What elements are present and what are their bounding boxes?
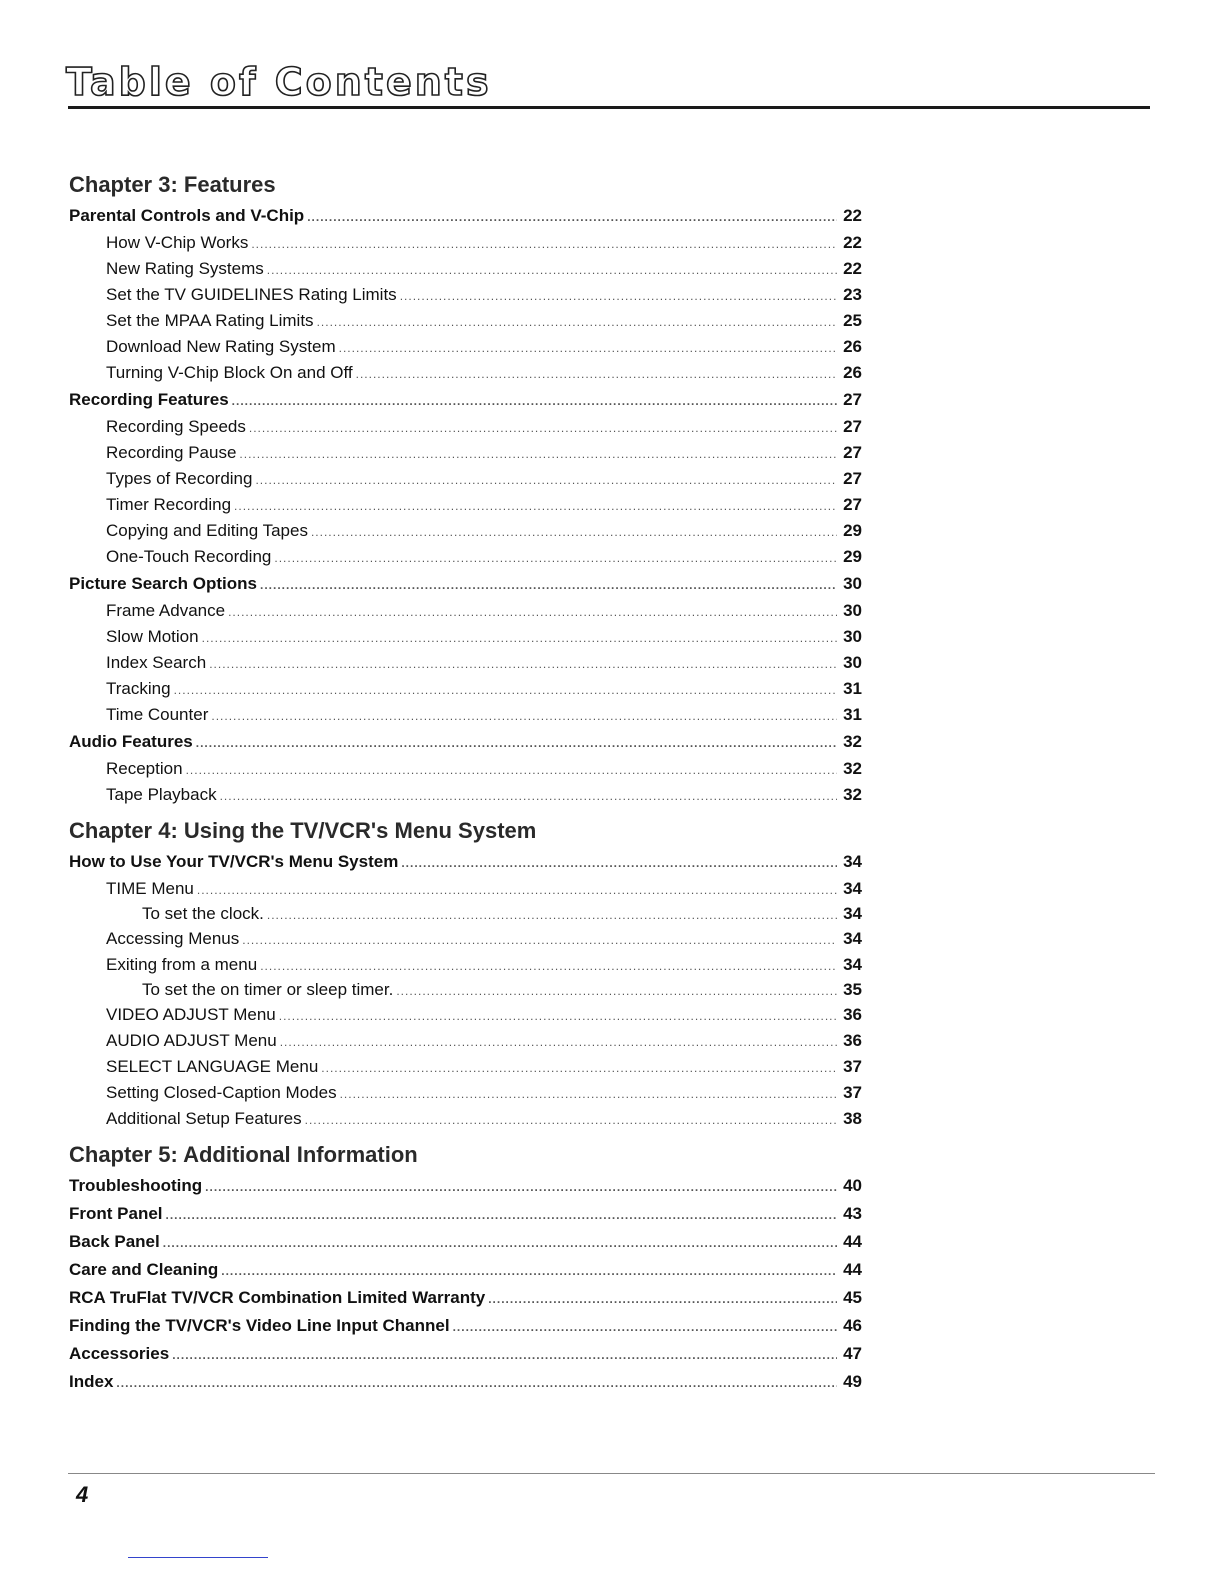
title-divider [68, 106, 1150, 109]
toc-entry-list [69, 1172, 862, 1396]
toc-section-entry[interactable] [69, 202, 862, 230]
toc-subsection-entry[interactable] [69, 492, 862, 518]
toc-entry-page-number: 32 [843, 785, 862, 804]
toc-subsection-entry[interactable] [69, 1106, 862, 1132]
toc-entry-label: Frame Advance [106, 601, 226, 620]
dot-leader [260, 571, 837, 599]
dot-leader [488, 1285, 837, 1313]
toc-subsection-entry[interactable] [69, 952, 862, 978]
toc-subsection-entry[interactable] [69, 702, 862, 728]
toc-entry-page-number: 27 [843, 495, 862, 514]
toc-entry-label: Additional Setup Features [106, 1109, 302, 1128]
toc-subsection-entry[interactable] [69, 756, 862, 782]
dot-leader [267, 903, 837, 927]
toc-entry-label: Recording Speeds [106, 417, 246, 436]
toc-entry-page-number: 27 [843, 469, 862, 488]
toc-entry-page-number: 34 [843, 904, 862, 923]
toc-entry-page-number: 30 [843, 653, 862, 672]
toc-subsection-entry[interactable] [69, 440, 862, 466]
toc-entry-page-number: 35 [843, 980, 862, 999]
toc-subsection-entry[interactable] [69, 1080, 862, 1106]
toc-entry-label: Slow Motion [106, 627, 199, 646]
chapter-4 [69, 816, 862, 1132]
chapter-heading: Chapter 4: Using the TV/VCR's Menu System [69, 818, 537, 843]
toc-section-entry[interactable] [69, 386, 862, 414]
toc-entry-list [69, 848, 862, 1132]
toc-section-entry[interactable] [69, 1172, 862, 1200]
toc-subsection-entry[interactable] [69, 650, 862, 676]
toc-entry-page-number: 27 [843, 443, 862, 462]
toc-subsection-entry[interactable] [69, 676, 862, 702]
toc-entry-page-number: 25 [843, 311, 862, 330]
page-number: 4 [76, 1482, 89, 1507]
toc-entry-label: Types of Recording [106, 469, 253, 488]
toc-section-entry[interactable] [69, 1368, 862, 1396]
chapter-5 [69, 1140, 862, 1396]
chapter-heading: Chapter 3: Features [69, 172, 276, 197]
toc-entry-label: Download New Rating System [106, 337, 336, 356]
toc-entry-page-number: 29 [843, 521, 862, 540]
dot-leader [239, 441, 837, 467]
toc-entry-label: Recording Pause [106, 443, 237, 462]
toc-entry-label: Index Search [106, 653, 207, 672]
toc-entry-label: How V-Chip Works [106, 233, 249, 252]
toc-entry-page-number: 22 [843, 233, 862, 252]
toc-subsection-entry[interactable] [69, 926, 862, 952]
toc-entry-page-number: 34 [843, 879, 862, 898]
toc-subsection-entry[interactable] [69, 256, 862, 282]
toc-subsection-entry[interactable] [69, 598, 862, 624]
toc-entry-label: Back Panel [69, 1232, 160, 1251]
toc-entry-label: Finding the TV/VCR's Video Line Input Channel [69, 1316, 450, 1335]
toc-subsection-entry[interactable] [69, 282, 862, 308]
toc-subsection-entry[interactable] [69, 876, 862, 902]
toc-entry-label: SELECT LANGUAGE Menu [106, 1057, 319, 1076]
dot-leader [166, 1201, 837, 1229]
dot-leader [305, 1107, 837, 1133]
toc-subsection-entry[interactable] [69, 978, 862, 1002]
dot-leader [196, 729, 837, 757]
toc-entry-page-number: 27 [843, 390, 862, 409]
toc-entry-page-number: 34 [843, 929, 862, 948]
toc-entry-label: Reception [106, 759, 183, 778]
dot-leader [211, 703, 837, 729]
toc-entry-label: Setting Closed-Caption Modes [106, 1083, 337, 1102]
toc-entry-page-number: 30 [843, 601, 862, 620]
toc-entry-label: RCA TruFlat TV/VCR Combination Limited Warranty [69, 1288, 486, 1307]
toc-entry-page-number: 30 [843, 574, 862, 593]
dot-leader [251, 231, 837, 257]
toc-entry-label: New Rating Systems [106, 259, 264, 278]
dot-leader [279, 1003, 837, 1029]
toc-entry-label: Recording Features [69, 390, 229, 409]
toc-entry-label: Tape Playback [106, 785, 217, 804]
dot-leader [340, 1081, 837, 1107]
toc-entry-page-number: 30 [843, 627, 862, 646]
toc-subsection-entry[interactable] [69, 624, 862, 650]
toc-entry-page-number: 49 [843, 1372, 862, 1391]
toc-entry-page-number: 37 [843, 1083, 862, 1102]
toc-section-entry[interactable] [69, 1284, 862, 1312]
toc-entry-label: Index [69, 1372, 114, 1391]
toc-entry-label: Accessing Menus [106, 929, 240, 948]
toc-entry-page-number: 26 [843, 337, 862, 356]
toc-entry-label: Time Counter [106, 705, 209, 724]
toc-subsection-entry[interactable] [69, 782, 862, 808]
toc-section-entry[interactable] [69, 1256, 862, 1284]
chapter-heading: Chapter 5: Additional Information [69, 1142, 418, 1167]
toc-entry-page-number: 23 [843, 285, 862, 304]
dot-leader [234, 493, 837, 519]
toc-entry-label: To set the on timer or sleep timer. [142, 980, 394, 999]
toc-entry-label: Parental Controls and V-Chip [69, 206, 305, 225]
dot-leader [163, 1229, 837, 1257]
toc-entry-page-number: 32 [843, 759, 862, 778]
toc-entry-page-number: 43 [843, 1204, 862, 1223]
chapter-3 [69, 170, 862, 808]
toc-subsection-entry[interactable] [69, 518, 862, 544]
toc-subsection-entry[interactable] [69, 360, 862, 386]
toc-entry-label: Front Panel [69, 1204, 163, 1223]
toc-entry-label: AUDIO ADJUST Menu [106, 1031, 277, 1050]
footer-divider [68, 1473, 1155, 1474]
toc-section-entry[interactable] [69, 848, 862, 876]
dot-leader [311, 519, 837, 545]
toc-section-entry[interactable] [69, 1200, 862, 1228]
toc-entry-label: VIDEO ADJUST Menu [106, 1005, 276, 1024]
toc-entry-page-number: 34 [843, 955, 862, 974]
toc-entry-label: Set the TV GUIDELINES Rating Limits [106, 285, 397, 304]
dot-leader [255, 467, 837, 493]
toc-subsection-entry[interactable] [69, 466, 862, 492]
dot-leader [174, 677, 837, 703]
toc-entry-label: Exiting from a menu [106, 955, 258, 974]
toc-entry-label: One-Touch Recording [106, 547, 272, 566]
toc-entry-page-number: 44 [843, 1260, 862, 1279]
toc-subsection-entry[interactable] [69, 334, 862, 360]
dot-leader [307, 203, 837, 231]
toc-entry-label: Timer Recording [106, 495, 232, 514]
toc-entry-label: Audio Features [69, 732, 193, 751]
dot-leader [197, 877, 837, 903]
dot-leader [202, 625, 837, 651]
dot-leader [242, 927, 837, 953]
dot-leader [396, 979, 837, 1003]
dot-leader [356, 361, 837, 387]
toc-entry-page-number: 26 [843, 363, 862, 382]
dot-leader [221, 1257, 837, 1285]
bottom-link-underline [128, 1557, 268, 1558]
toc-entry-label: Tracking [106, 679, 171, 698]
toc-entry-page-number: 37 [843, 1057, 862, 1076]
toc-entry-label: To set the clock. [142, 904, 264, 923]
dot-leader [267, 257, 837, 283]
toc-entry-label: Accessories [69, 1344, 170, 1363]
toc-subsection-entry[interactable] [69, 230, 862, 256]
toc-subsection-entry[interactable] [69, 414, 862, 440]
toc-entry-page-number: 47 [843, 1344, 862, 1363]
toc-subsection-entry[interactable] [69, 308, 862, 334]
dot-leader [249, 415, 837, 441]
toc-entry-page-number: 44 [843, 1232, 862, 1251]
dot-leader [116, 1369, 837, 1397]
dot-leader [209, 651, 837, 677]
toc-entry-label: Turning V-Chip Block On and Off [106, 363, 353, 382]
toc-subsection-entry[interactable] [69, 1002, 862, 1028]
dot-leader [232, 387, 837, 415]
toc-entry-page-number: 32 [843, 732, 862, 751]
toc-entry-label: Troubleshooting [69, 1176, 203, 1195]
dot-leader [321, 1055, 837, 1081]
toc-subsection-entry[interactable] [69, 1054, 862, 1080]
dot-leader [260, 953, 837, 979]
dot-leader [228, 599, 837, 625]
dot-leader [280, 1029, 837, 1055]
toc-subsection-entry[interactable] [69, 1028, 862, 1054]
dot-leader [400, 283, 837, 309]
toc-entry-page-number: 36 [843, 1005, 862, 1024]
dot-leader [205, 1173, 837, 1201]
dot-leader [172, 1341, 837, 1369]
toc-entry-label: Set the MPAA Rating Limits [106, 311, 314, 330]
toc-entry-page-number: 45 [843, 1288, 862, 1307]
toc-entry-page-number: 36 [843, 1031, 862, 1050]
toc-entry-page-number: 46 [843, 1316, 862, 1335]
toc-section-entry[interactable] [69, 1228, 862, 1256]
toc-subsection-entry[interactable] [69, 544, 862, 570]
toc-entry-page-number: 31 [843, 679, 862, 698]
dot-leader [186, 757, 837, 783]
toc-entry-label: Picture Search Options [69, 574, 257, 593]
toc-entry-page-number: 31 [843, 705, 862, 724]
toc-entry-label: TIME Menu [106, 879, 194, 898]
toc-entry-page-number: 27 [843, 417, 862, 436]
dot-leader [453, 1313, 837, 1341]
dot-leader [401, 849, 837, 877]
toc-section-entry[interactable] [69, 1312, 862, 1340]
dot-leader [317, 309, 837, 335]
toc-entry-page-number: 34 [843, 852, 862, 871]
table-of-contents [69, 170, 862, 1396]
toc-entry-label: Copying and Editing Tapes [106, 521, 308, 540]
page-title: Table of Contents [66, 60, 492, 104]
toc-entry-label: How to Use Your TV/VCR's Menu System [69, 852, 399, 871]
toc-entry-page-number: 29 [843, 547, 862, 566]
toc-entry-page-number: 22 [843, 259, 862, 278]
toc-entry-page-number: 22 [843, 206, 862, 225]
toc-entry-page-number: 38 [843, 1109, 862, 1128]
toc-entry-list [69, 202, 862, 808]
toc-section-entry[interactable] [69, 728, 862, 756]
toc-entry-label: Care and Cleaning [69, 1260, 219, 1279]
toc-subsection-entry[interactable] [69, 902, 862, 926]
dot-leader [220, 783, 837, 809]
toc-section-entry[interactable] [69, 570, 862, 598]
dot-leader [274, 545, 837, 571]
toc-entry-page-number: 40 [843, 1176, 862, 1195]
dot-leader [339, 335, 837, 361]
toc-section-entry[interactable] [69, 1340, 862, 1368]
